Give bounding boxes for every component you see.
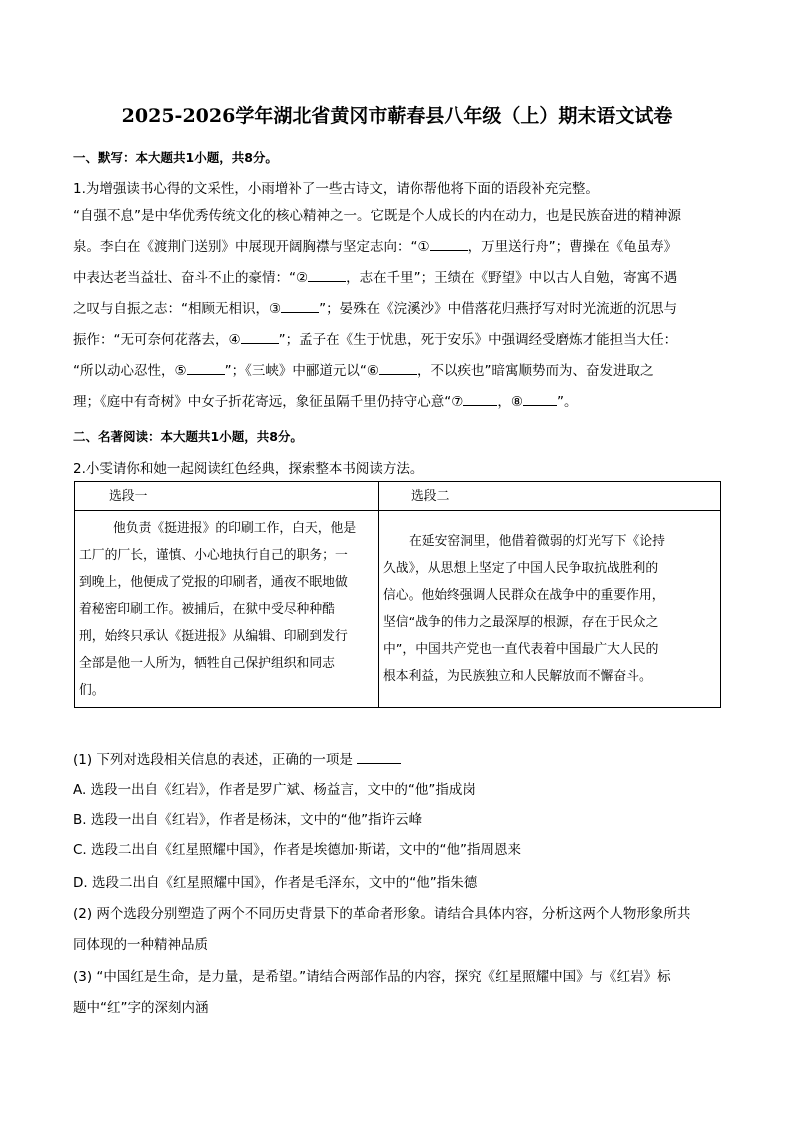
sub-question-3-line1: (3) “中国红是生命，是力量，是希望。”请结合两部作品的内容，探究《红星照耀中国》与《红岩》标 (73, 969, 671, 985)
option-a: A. 选段一出自《红岩》，作者是罗广斌、杨益言，文中的“他”指成岗 (73, 782, 476, 798)
fill-blank-8[interactable] (523, 394, 557, 406)
passage-line: 振作：“无可奈何花落去，④ ”；孟子在《生于忧患，死于安乐》中强调经受磨炼才能担当大任： (73, 332, 678, 348)
q1-passage (73, 201, 721, 418)
exam-title: 2025-2026学年湖北省黄冈市蕲春县八年级（上）期末语文试卷 (121, 105, 673, 127)
sub-question-3-line2: 题中“红”字的深刻内涵 (73, 1000, 209, 1016)
sub-question-2-line2: 同体现的一种精神品质 (73, 937, 208, 953)
option-c: C. 选段二出自《红星照耀中国》，作者是埃德加·斯诺，文中的“他”指周恩来 (73, 842, 522, 858)
passage-line: “自强不息”是中华优秀传统文化的核心精神之一。它既是个人成长的内在动力，也是民族奋进的精神源 (73, 208, 681, 224)
section1-heading: 一、默写：本大题共1小题，共8分。 (73, 150, 278, 165)
table-header-excerpt1: 选段一 (75, 482, 379, 511)
passage-line: 中表达老当益壮、奋斗不止的豪情：“② ，志在千里”；王绩在《野望》中以古人自勉，寄寓不遇 (73, 270, 678, 286)
sub-question-1: (1) 下列对选段相关信息的表述，正确的一项是 (73, 748, 401, 768)
answer-blank[interactable] (357, 752, 401, 764)
fill-blank-1[interactable] (430, 239, 468, 251)
excerpt1-cell: 他负责《挺进报》的印刷工作，白天，他是 工厂的厂长，谨慎、小心地执行自己的职务；一 到晚上，他便成了党报的印刷者，通夜不眠地做 着秘密印刷工作。被捕后，在狱中受尽种种酷 刑，始终只承认《挺进报》从编辑、印刷到发行 全部是他一人所为，牺牲自己保护组织和同志 们。 (75, 511, 379, 708)
passage-line: 泉。李白在《渡荆门送别》中展现开阔胸襟与坚定志向：“① ，万里送行舟”；曹操在《龟虽寿》 (73, 239, 678, 255)
sub-question-2-line1: (2) 两个选段分别塑造了两个不同历史背景下的革命者形象。请结合具体内容，分析这两个人物形象所共 (73, 906, 691, 922)
fill-blank-4[interactable] (241, 332, 279, 344)
passage-line: “所以动心忍性，⑤ ”；《三峡》中郦道元以“⑥ ，不以疾也”暗寓顺势而为、奋发进取之 (73, 363, 654, 379)
excerpt2-cell: 在延安窑洞里，他借着微弱的灯光写下《论持 久战》，从思想上坚定了中国人民争取抗战胜利的 信心。他始终强调人民群众在战争中的重要作用， 坚信“战争的伟力之最深厚的根源，存在于民众之 中”，中国共产党也一直代表着中国最广大人民的 根本利益，为民族独立和人民解放而不懈奋斗。 (379, 511, 721, 708)
passage-line: 之叹与自振之志：“相顾无相识，③ ”；晏殊在《浣溪沙》中借落花归燕抒写对时光流逝的沉思与 (73, 301, 678, 317)
table-header-excerpt2: 选段二 (379, 482, 721, 511)
fill-blank-5[interactable] (187, 363, 225, 375)
fill-blank-6[interactable] (379, 363, 417, 375)
fill-blank-3[interactable] (281, 301, 319, 313)
option-b: B. 选段一出自《红岩》，作者是杨沫，文中的“他”指许云峰 (73, 812, 423, 828)
passage-line: 理；《庭中有奇树》中女子折花寄远，象征虽隔千里仍持守心意“⑦ ，⑧ ”。 (73, 394, 578, 410)
fill-blank-7[interactable] (463, 394, 497, 406)
q2-intro: 2.小雯请你和她一起阅读红色经典，探索整本书阅读方法。 (73, 461, 424, 477)
section2-heading: 二、名著阅读：本大题共1小题，共8分。 (73, 429, 303, 444)
q1-intro: 1.为增强读书心得的文采性，小雨增补了一些古诗文，请你帮他将下面的语段补充完整。 (73, 181, 599, 197)
option-d: D. 选段二出自《红星照耀中国》，作者是毛泽东，文中的“他”指朱德 (73, 875, 478, 891)
excerpt-table (74, 481, 721, 708)
fill-blank-2[interactable] (308, 270, 346, 282)
